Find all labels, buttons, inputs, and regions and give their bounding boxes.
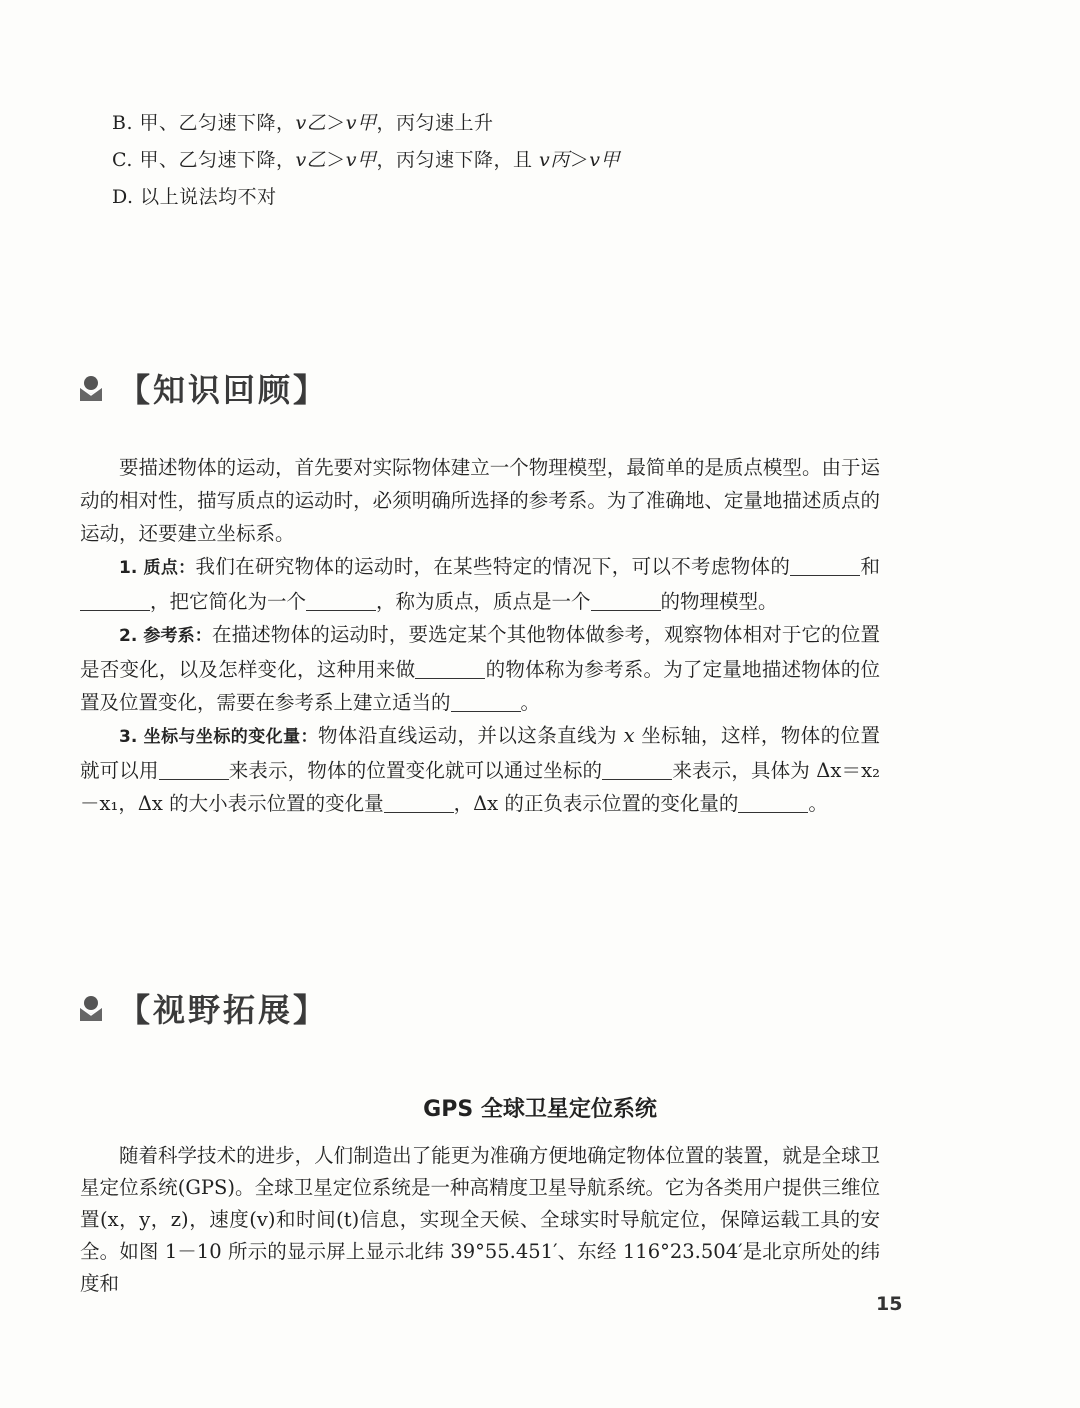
fill-blank[interactable] [451,692,521,713]
review-item-2 [80,618,880,719]
article-text: 随着科学技术的进步，人们制造出了能更为准确方便地确定物体位置的装置，就是全球卫星定位系统(GPS)。全球卫星定位系统是一种高精度卫星导航系统。它为各类用户提供三维位置(x，y，z)，速度(v)和时间(t)信息，实现全天候、全球实时导航定位，保障运载工具的安全。如图 1－10 所示的显示屏上显示北纬 39°55.451′、东经 116°23.504′是北京所处的纬度和 [80,1144,880,1295]
v-jia: v甲 [589,149,620,171]
gt-sign: ＞ [569,149,590,171]
section-header-review [76,368,328,408]
item-label: 1. 质点： [119,558,196,578]
option-c-mid: ，丙匀速下降，且 [376,149,539,171]
option-d: D. 以上说法均不对 [112,186,277,208]
envelope-icon [76,373,106,403]
item-text: 在描述物体的运动时，要选定某个其他物体做参考，观察物体相对于它的位置是否变化，以及怎样变化，这种用来做 [80,623,880,681]
v-bing: v丙 [538,149,570,171]
gt-sign: ＞ [326,112,346,134]
fill-blank[interactable] [159,760,229,781]
fill-blank[interactable] [80,591,150,612]
option-b-suffix: ，丙匀速上升 [376,112,494,134]
item-label: 2. 参考系： [119,626,212,646]
item-text: 和 [860,555,880,578]
item-text: 坐标轴，这样，物体的位置就可以用 [80,724,880,782]
section-header-expand [76,988,328,1028]
item-text: 的物理模型。 [660,590,778,613]
review-body [80,451,880,820]
review-item-1 [80,550,880,618]
envelope-icon [76,993,106,1023]
fill-blank[interactable] [738,793,808,814]
item-text: 的物体称为参考系。为了定量地描述物体的位置及位置变化，需要在参考系上建立适当的 [80,658,880,714]
item-text: ，称为质点，质点是一个 [376,590,591,613]
item-text: 。 [520,691,541,714]
option-b [112,110,494,136]
v-yi: v乙 [295,112,327,134]
article-title: GPS 全球卫星定位系统 [423,1097,657,1122]
v-yi: v乙 [295,149,327,171]
option-b-text: B. 甲、乙匀速下降， [112,112,296,134]
fill-blank[interactable] [306,591,376,612]
review-intro: 要描述物体的运动，首先要对实际物体建立一个物理模型，最简单的是质点模型。由于运动的相对性，描写质点的运动时，必须明确所选择的参考系。为了准确地、定量地描述质点的运动，还要建立坐标系。 [80,456,880,545]
gt-sign: ＞ [326,149,346,171]
fill-blank[interactable] [602,760,672,781]
v-jia: v甲 [345,149,377,171]
v-jia: v甲 [345,112,377,134]
fill-blank[interactable] [384,793,454,814]
item-text: 物体沿直线运动，并以这条直线为 [317,724,624,747]
page-number: 15 [876,1293,903,1315]
article-body [80,1140,880,1300]
item-text: 。 [808,792,828,815]
section-title-review: 【知识回顾】 [118,371,329,409]
option-c [112,147,620,173]
item-label: 3. 坐标与坐标的变化量： [119,727,318,747]
fill-blank[interactable] [790,556,860,577]
item-text: 来表示，物体的位置变化就可以通过坐标的 [228,759,603,782]
review-item-3 [80,719,880,820]
fill-blank[interactable] [591,591,661,612]
item-text: 我们在研究物体的运动时，在某些特定的情况下，可以不考虑物体的 [195,555,791,578]
item-text: ，把它简化为一个 [150,590,307,613]
fill-blank[interactable] [415,659,485,680]
var-x: x [623,724,635,747]
item-text: 来表示，具体为 Δx＝x₂－x₁，Δx 的大小表示位置的变化量 [80,759,880,815]
item-text: ，Δx 的正负表示位置的变化量的 [453,792,739,815]
option-c-text: C. 甲、乙匀速下降， [112,149,296,171]
section-title-expand: 【视野拓展】 [118,991,329,1029]
